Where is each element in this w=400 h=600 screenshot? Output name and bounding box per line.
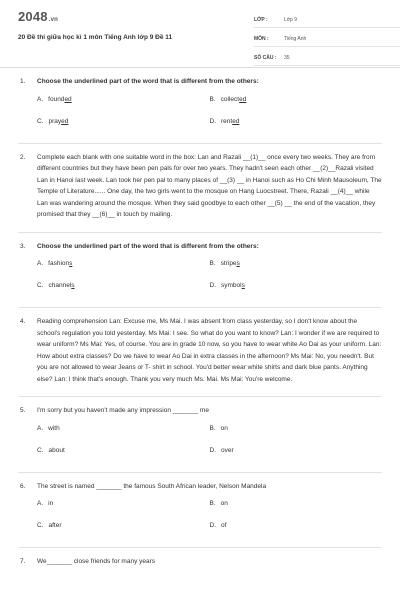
option-word: of: [221, 522, 227, 529]
question-text: Reading comprehension Lan: Excuse me, Ms Mai. I was absent from class yesterday, so I don't know about the school's regulation you told yesterday. Ms Mai: I see. So what do you want to know? Lan: I wonder if we are required to wear uniform? Ms Mai: Yes, of course. You are in grade 10 now, so you have to wear white Ao Dai as your uniform. Lan: How about extra classes? Do we have to wear Ao Dai in extra classes in the afternoon? Ms Mai: No, you needn't. But you are not allowed to wear Jeans or T- shirt in school. You'd better wear white shirts and dark blue pants. Anything else? Lan: I think that's enough. Thank you very much Ms. Mai. Ms Mai: You're welcome.: [37, 318, 382, 383]
question-text: Choose the underlined part of the word that is different from the others:: [37, 78, 259, 85]
question-item: [18, 405, 382, 417]
option-letter: D.: [209, 282, 216, 289]
option-letter: A.: [37, 95, 44, 103]
underlined-part: s: [71, 282, 75, 289]
question-divider: [18, 143, 382, 144]
option-row: [37, 282, 382, 304]
option-word: about: [48, 446, 65, 454]
option-row: [37, 522, 382, 544]
question-number: 1.: [20, 78, 26, 85]
question-list: [18, 76, 382, 576]
option-word: on: [220, 424, 228, 432]
option-letter: B.: [209, 424, 216, 432]
page-header: [18, 0, 382, 64]
option-letter: B.: [209, 95, 216, 103]
option-word: on: [220, 500, 228, 507]
option-row: [37, 118, 382, 140]
answer-option[interactable]: [37, 447, 210, 469]
question-divider: [18, 232, 382, 233]
question-divider: [18, 396, 382, 397]
option-letter: A.: [37, 500, 44, 507]
option-row: [37, 260, 382, 282]
option-word: rent: [221, 117, 233, 125]
option-word: symbol: [221, 282, 242, 289]
option-word: fashion: [48, 260, 70, 267]
answer-option[interactable]: [37, 282, 210, 304]
option-word: pray: [48, 117, 62, 125]
question-text: We_______ close friends for many years: [37, 558, 156, 565]
option-row: [37, 425, 382, 447]
answer-option[interactable]: [210, 447, 383, 469]
exam-meta: [254, 13, 400, 70]
answer-options: [18, 260, 382, 304]
option-word: in: [48, 500, 54, 507]
answer-option[interactable]: [37, 522, 210, 544]
option-word: collect: [220, 95, 240, 103]
underlined-part: s: [236, 260, 240, 267]
question-text: Choose the underlined part of the word that is different from the others:: [37, 242, 259, 250]
underlined-part: ed: [64, 95, 72, 103]
option-letter: C.: [37, 282, 44, 289]
option-letter: A.: [37, 424, 44, 432]
question-item: [18, 556, 382, 568]
meta-subject: MÔN : Tiếng Anh: [254, 32, 400, 47]
site-logo[interactable]: 2048.vn: [18, 9, 59, 24]
document-title: 20 Đề thi giữa học kì 1 môn Tiếng Anh lớp 9 Đề 11: [18, 34, 173, 41]
answer-option[interactable]: [210, 500, 383, 522]
underlined-part: ed: [239, 95, 247, 103]
option-word: found: [48, 95, 65, 103]
question-divider: [18, 547, 382, 548]
question-number: 2.: [20, 153, 26, 161]
answer-option[interactable]: [37, 96, 210, 118]
answer-option[interactable]: [210, 522, 383, 544]
answer-option[interactable]: [210, 282, 383, 304]
question-item: [18, 316, 382, 385]
option-letter: B.: [209, 260, 216, 267]
question-text: Complete each blank with one suitable word in the box: Lan and Razali __(1)__ once every two weeks. They are from different countries but they have been pen pals for over two years. They hadn't seen each other __(2)__Razali visited Lan in Hanoi last week. Lan took her pen pal to many places of __(3) __ in Hanoi such as Ho Chi Minh Mausoleum, The Temple of Literature...... One day, the two girls went to the mosque on Hang Luocstreet. There, Razali __(4)__ while Lan was wandering around the mosque. When they said goodbye to each other __(5) __ the end of the vacation, they promised that they __(6)__ in touch by mailing.: [37, 153, 382, 218]
header-divider: [0, 67, 400, 68]
option-letter: C.: [37, 522, 44, 529]
answer-option[interactable]: [210, 425, 383, 447]
answer-option[interactable]: [37, 425, 210, 447]
question-divider: [18, 472, 382, 473]
question-text: I'm sorry but you haven't made any impression _______ me: [37, 407, 209, 414]
answer-option[interactable]: [37, 260, 210, 282]
answer-option[interactable]: [37, 118, 210, 140]
question-number: 6.: [20, 482, 26, 490]
answer-option[interactable]: [210, 118, 383, 140]
answer-options: [18, 96, 382, 140]
question-item: [18, 241, 382, 253]
option-word: with: [48, 424, 60, 432]
question-number: 5.: [20, 407, 26, 414]
question-item: [18, 481, 382, 493]
answer-option[interactable]: [37, 500, 210, 522]
question-number: 3.: [20, 242, 26, 250]
option-word: channel: [48, 282, 72, 289]
answer-option[interactable]: [210, 96, 383, 118]
question-number: 7.: [20, 558, 26, 565]
option-row: [37, 500, 382, 522]
underlined-part: ed: [232, 117, 240, 125]
question-divider: [18, 307, 382, 308]
answer-options: [18, 500, 382, 544]
meta-class: LỚP : Lớp 9: [254, 13, 400, 28]
option-word: over: [221, 446, 234, 454]
answer-options: [18, 425, 382, 469]
question-item: [18, 152, 382, 221]
question-item: [18, 76, 382, 88]
option-letter: C.: [37, 446, 44, 454]
underlined-part: s: [69, 260, 73, 267]
option-word: stripe: [220, 260, 237, 267]
option-letter: D.: [209, 117, 216, 125]
meta-question-count: SỐ CÂU : 35: [254, 51, 400, 66]
underlined-part: s: [241, 282, 245, 289]
option-letter: D.: [209, 446, 216, 454]
option-letter: D.: [209, 522, 216, 529]
option-row: [37, 447, 382, 469]
option-letter: B.: [209, 500, 216, 507]
question-number: 4.: [20, 318, 26, 325]
underlined-part: ed: [61, 117, 69, 125]
option-letter: A.: [37, 260, 44, 267]
option-letter: C.: [37, 117, 44, 125]
option-word: after: [48, 522, 62, 529]
answer-option[interactable]: [210, 260, 383, 282]
question-text: The street is named _______ the famous South African leader, Nelson Mandela: [37, 482, 267, 490]
option-row: [37, 96, 382, 118]
